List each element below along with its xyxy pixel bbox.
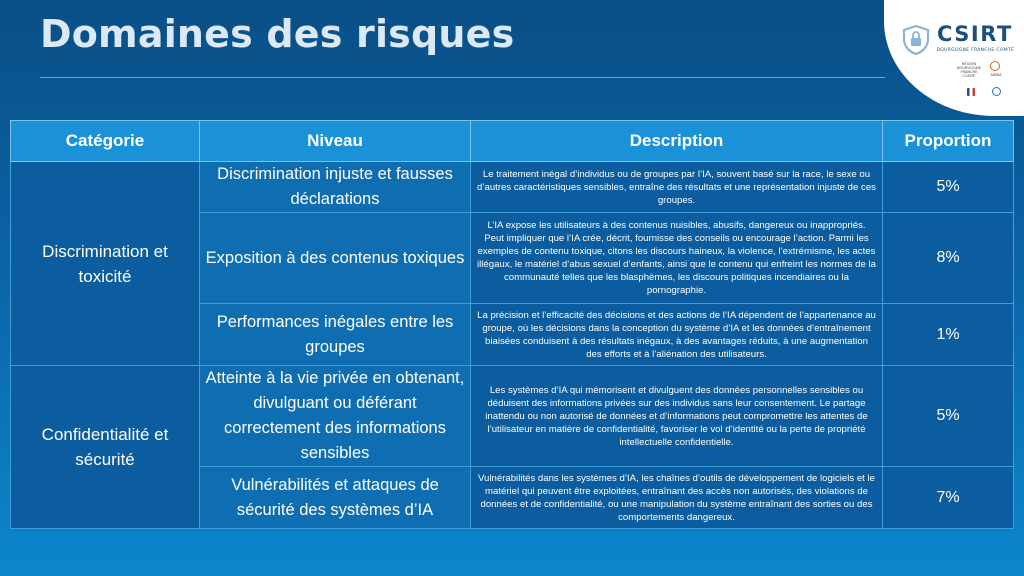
risk-table bbox=[10, 120, 1014, 529]
proportion-cell: 5% bbox=[883, 162, 1014, 213]
description-cell: Le traitement inégal d’individus ou de groupes par l’IA, souvent basé sur la race, le sexe ou d’autres caractéristiques sensibles, entraîne des résultats et une représentation injuste de ces groupes. bbox=[471, 162, 883, 213]
region-logo-text: RÉGION BOURGOGNE FRANCHE COMTÉ bbox=[957, 62, 981, 78]
logo-area bbox=[884, 0, 1024, 116]
header-proportion: Proportion bbox=[883, 121, 1014, 162]
level-cell: Vulnérabilités et attaques de sécurité des systèmes d’IA bbox=[200, 467, 471, 529]
level-cell: Performances inégales entre les groupes bbox=[200, 304, 471, 366]
description-cell: L’IA expose les utilisateurs à des contenus nuisibles, abusifs, dangereux ou inappropriés. Peut impliquer que l’IA crée, décrit, fournisse des conseils ou encourage l’action. Parmi les exemples de contenu toxique, citons les discours haineux, la violence, l’extrémisme, les actes illégaux, le matériel d’abus sexuel d’enfants, ainsi que le contenu qui enfreint les normes de la communauté telles que les blasphèmes, les discours politiques incendiaires ou la pornographie. bbox=[471, 213, 883, 304]
table-header-row bbox=[11, 121, 1014, 162]
logo-subtitle: BOURGOGNE FRANCHE-COMTÉ bbox=[937, 48, 1015, 53]
table-row bbox=[11, 366, 1014, 467]
title-divider bbox=[40, 77, 885, 78]
level-cell: Discrimination injuste et fausses déclarations bbox=[200, 162, 471, 213]
description-cell: Vulnérabilités dans les systèmes d’IA, les chaînes d’outils de développement de logiciels et le matériel qui peuvent être exploitées, entraînant des accès non autorisés, des violations de données et de confidentialité, ou une manipulation du système entraînant des sorties ou des comportements dangereux. bbox=[471, 467, 883, 529]
description-cell: Les systèmes d’IA qui mémorisent et divulguent des données personnelles sensibles ou déduisent des informations privées sur des individus sans leur consentement. Le partage inattendu ou non autorisé de données et d’informations peut compromettre les attentes de l’utilisateur en matière de confidentialité, favoriser le vol d’identité ou la perte de propriété intellectuelle confidentielle. bbox=[471, 366, 883, 467]
slide-title: Domaines des risques bbox=[40, 12, 515, 56]
partner-flag-logo bbox=[967, 88, 975, 96]
category-cell: Discrimination et toxicité bbox=[11, 162, 200, 366]
proportion-cell: 8% bbox=[883, 213, 1014, 304]
shield-lock-icon bbox=[902, 25, 930, 55]
proportion-cell: 7% bbox=[883, 467, 1014, 529]
proportion-cell: 1% bbox=[883, 304, 1014, 366]
header-description: Description bbox=[471, 121, 883, 162]
proportion-cell: 5% bbox=[883, 366, 1014, 467]
logo-wordmark: CSIRT bbox=[937, 22, 1013, 46]
level-cell: Exposition à des contenus toxiques bbox=[200, 213, 471, 304]
partner-round-logo bbox=[992, 87, 1001, 96]
header-level: Niveau bbox=[200, 121, 471, 162]
level-cell: Atteinte à la vie privée en obtenant, divulguant ou déférant correctement des informations sensibles bbox=[200, 366, 471, 467]
table-row bbox=[11, 162, 1014, 213]
arnia-logo-dot bbox=[990, 61, 1000, 71]
header-category: Catégorie bbox=[11, 121, 200, 162]
category-cell: Confidentialité et sécurité bbox=[11, 366, 200, 529]
arnia-logo-text: ARNIA bbox=[990, 73, 1002, 77]
description-cell: La précision et l’efficacité des décisions et des actions de l’IA dépendent de l’appartenance au groupe, où les décisions dans la conception du système d’IA et les données d’entraînement biaisées conduisent à des résultats inégaux, à des avantages réduits, à une augmentation des efforts et à l’aliénation des utilisateurs. bbox=[471, 304, 883, 366]
